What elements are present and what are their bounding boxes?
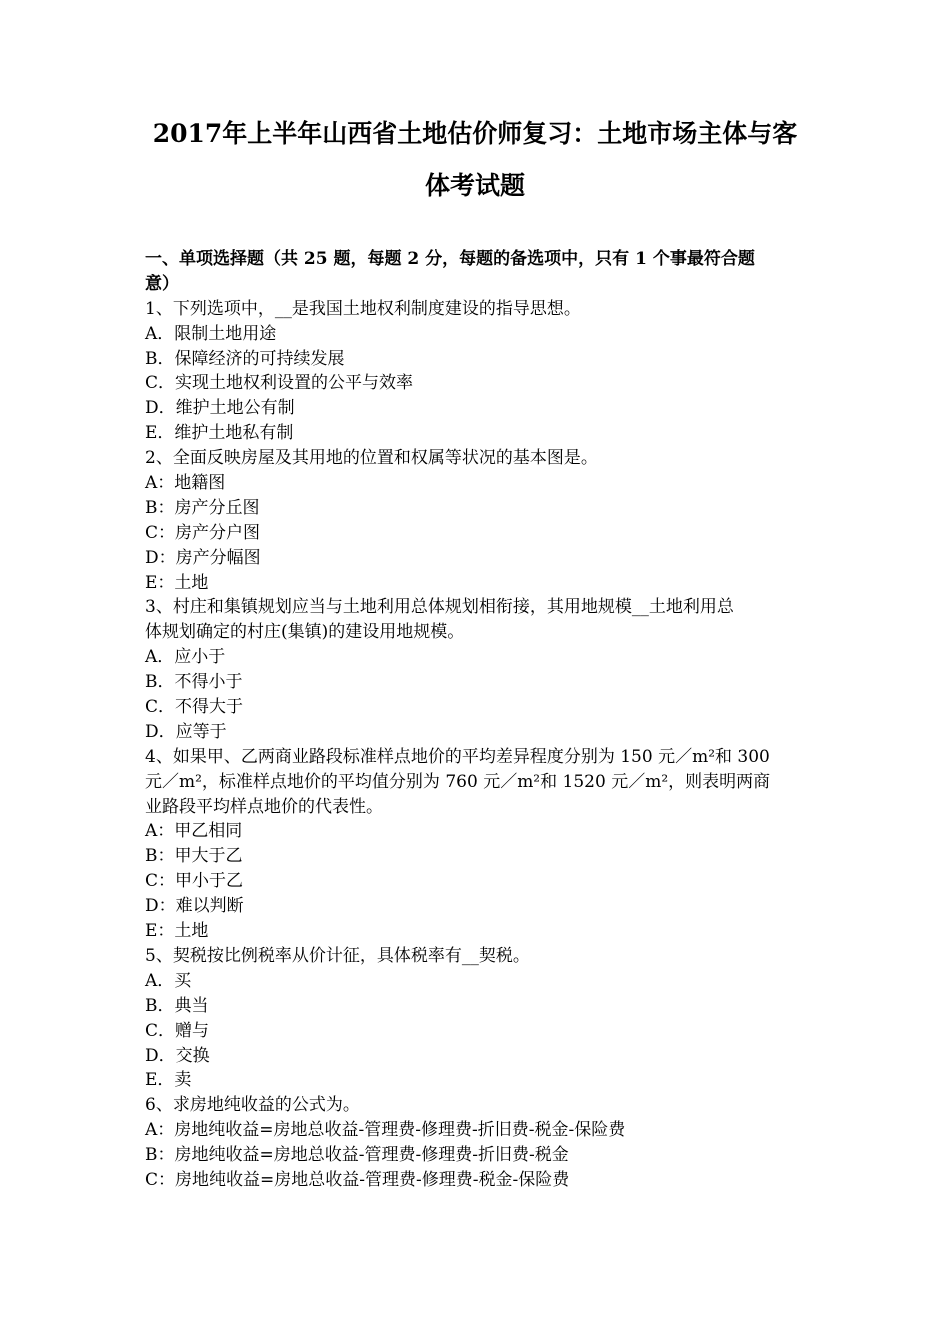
question-5-stem: 5、契税按比例税率从价计征，具体税率有__契税。 — [145, 945, 530, 966]
question-3-stem-line-2: 体规划确定的村庄(集镇)的建设用地规模。 — [145, 622, 465, 643]
question-1-option-a: A．限制土地用途 — [145, 323, 277, 344]
question-2-stem: 2、全面反映房屋及其用地的位置和权属等状况的基本图是。 — [145, 448, 598, 469]
question-2-option-b: B：房产分丘图 — [145, 497, 260, 518]
question-2-option-c: C：房产分户图 — [145, 522, 261, 543]
question-5-option-e: E．卖 — [145, 1070, 192, 1091]
question-4-stem-line-3: 业路段平均样点地价的代表性。 — [145, 796, 383, 817]
question-3-stem-line-1: 3、村庄和集镇规划应当与土地利用总体规划相衔接，其用地规模__土地利用总 — [145, 597, 734, 618]
question-4-option-e: E：土地 — [145, 921, 209, 942]
section-heading-line-2: 意） — [145, 273, 179, 294]
question-5-option-b: B．典当 — [145, 995, 209, 1016]
question-6-option-b: B：房地纯收益=房地总收益-管理费-修理费-折旧费-税金 — [145, 1145, 569, 1166]
question-4-stem-line-1: 4、如果甲、乙两商业路段标准样点地价的平均差异程度分别为 150 元／m²和 300 — [145, 746, 770, 767]
question-4-option-d: D：难以判断 — [145, 896, 244, 917]
question-6-option-a: A：房地纯收益=房地总收益-管理费-修理费-折旧费-税金-保险费 — [145, 1120, 626, 1141]
question-6-stem: 6、求房地纯收益的公式为。 — [145, 1095, 360, 1116]
question-4-stem-line-2: 元／m²，标准样点地价的平均值分别为 760 元／m²和 1520 元／m²，则表明两商 — [145, 771, 771, 792]
question-1-option-c: C．实现土地权利设置的公平与效率 — [145, 373, 414, 394]
question-5-option-c: C．赠与 — [145, 1020, 210, 1041]
question-2-option-e: E：土地 — [145, 572, 209, 593]
section-heading-line-1: 一、单项选择题（共 25 题，每题 2 分，每题的备选项中，只有 1 个事最符合题 — [145, 249, 755, 269]
question-5-option-d: D．交换 — [145, 1045, 210, 1066]
question-2-option-a: A：地籍图 — [145, 473, 226, 494]
document-body — [145, 247, 810, 1193]
question-3-option-b: B．不得小于 — [145, 672, 243, 693]
question-1-option-d: D．维护土地公有制 — [145, 398, 295, 419]
question-1-stem: 1、下列选项中，__是我国土地权利制度建设的指导思想。 — [145, 298, 581, 319]
question-1-option-e: E．维护土地私有制 — [145, 423, 294, 444]
question-4-option-b: B：甲大于乙 — [145, 846, 243, 867]
document-title-line-2: 体考试题 — [424, 171, 525, 200]
question-3-option-c: C．不得大于 — [145, 697, 244, 718]
question-1-option-b: B．保障经济的可持续发展 — [145, 348, 345, 369]
question-6-option-c: C：房地纯收益=房地总收益-管理费-修理费-税金-保险费 — [145, 1169, 570, 1190]
question-2-option-d: D：房产分幅图 — [145, 547, 261, 568]
question-3-option-a: A．应小于 — [145, 647, 226, 668]
document-title-line-1: 2017年上半年山西省土地估价师复习：土地市场主体与客 — [152, 119, 798, 148]
question-4-option-a: A：甲乙相同 — [145, 821, 243, 842]
question-5-option-a: A．买 — [145, 970, 192, 991]
question-3-option-d: D．应等于 — [145, 721, 227, 742]
question-4-option-c: C：甲小于乙 — [145, 871, 244, 892]
